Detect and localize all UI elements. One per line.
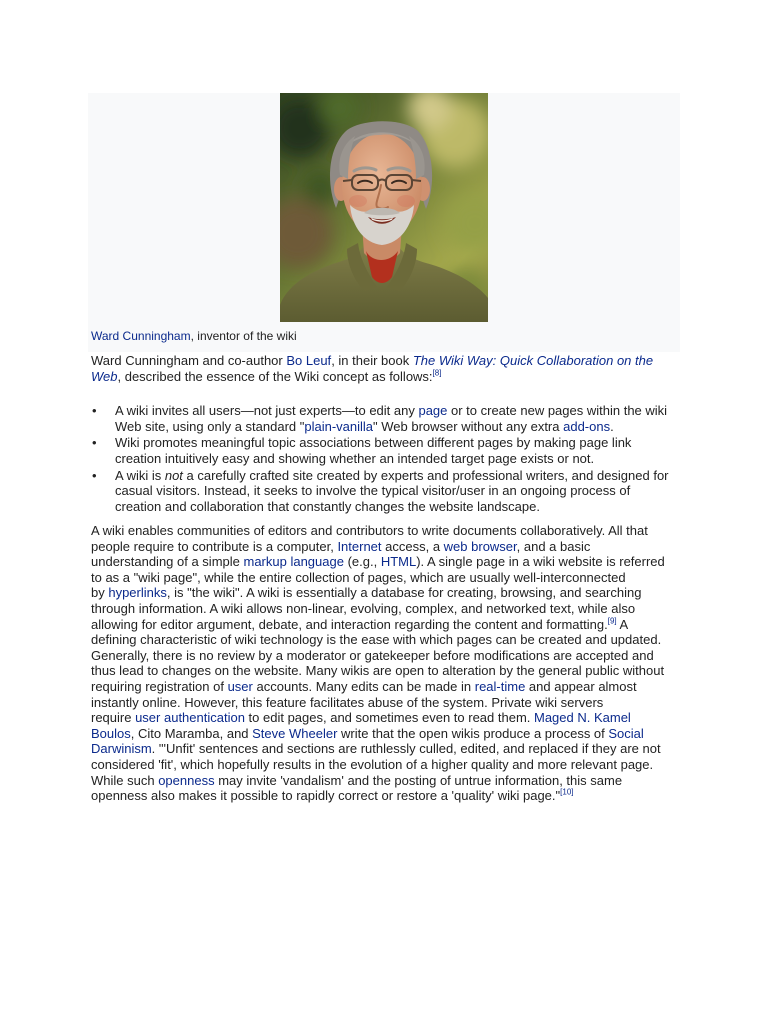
text-line (91, 695, 665, 711)
text-line (91, 329, 297, 343)
text-line (91, 632, 665, 648)
inline-link[interactable]: Internet (337, 538, 382, 554)
inline-link[interactable]: Darwinism (91, 741, 152, 757)
body-paragraph (91, 523, 665, 804)
text-line (91, 679, 665, 695)
text-line (91, 617, 665, 633)
bullet-item (91, 403, 669, 434)
citation-ref[interactable]: [8] (432, 368, 442, 378)
inline-link[interactable]: Bo Leuf (286, 353, 332, 368)
portrait-image (280, 93, 488, 322)
text-line (91, 726, 665, 742)
inline-link[interactable]: markup language (243, 554, 344, 570)
inline-link[interactable]: user (227, 678, 253, 694)
bullet-item (91, 468, 669, 515)
inline-link[interactable]: openness (158, 772, 215, 788)
emphasis-text: not (164, 467, 183, 483)
text-run: Wiki promotes meaningful topic associations between different pages by making page link (115, 435, 632, 451)
inline-link[interactable]: add-ons (563, 418, 611, 434)
text-run: defining characteristic of wiki technology is the ease with which pages can be created and updated. (91, 632, 662, 648)
figure-box (88, 93, 680, 352)
text-run: considered 'fit', which hopefully results in the evolution of a higher quality and more relevant page. (91, 756, 654, 772)
text-run: , inventor of the wiki (190, 329, 297, 343)
text-run: , is "the wiki". A wiki is essentially a database for creating, browsing, and searching (166, 585, 642, 601)
portrait-photo[interactable] (280, 93, 488, 322)
inline-link[interactable]: web browser (443, 538, 517, 554)
text-line (91, 539, 665, 555)
text-run: and appear almost (525, 678, 637, 694)
text-line (115, 451, 669, 467)
book-title-link[interactable]: Web (91, 368, 118, 384)
text-line (91, 663, 665, 679)
inline-link[interactable]: plain-vanilla (304, 418, 374, 434)
citation-ref[interactable]: [10] (560, 787, 574, 797)
text-run: Generally, there is no review by a moderator or gatekeeper before modifications are accepted and (91, 647, 654, 663)
text-line (91, 710, 665, 726)
text-run: While such (91, 772, 159, 788)
citation-ref[interactable]: [9] (607, 616, 617, 626)
text-run: through information. A wiki allows non-linear, evolving, complex, and networked text, while also (91, 600, 636, 616)
text-line (91, 353, 653, 369)
text-run: access, a (381, 538, 444, 554)
text-line (91, 570, 665, 586)
text-line (91, 554, 665, 570)
inline-link[interactable]: Steve Wheeler (252, 725, 338, 741)
inline-link[interactable]: Ward Cunningham (91, 329, 191, 343)
text-run: . "'Unfit' sentences and sections are ruthlessly culled, edited, and replaced if they are not (151, 741, 661, 757)
bullet-item (91, 435, 669, 466)
text-run: creation intuitively easy and showing whether an intended target page exists or not. (115, 450, 595, 466)
text-run: Ward Cunningham and co-author (91, 353, 287, 368)
text-line (115, 403, 669, 419)
text-run: openness also makes it possible to rapidly correct or restore a 'quality' wiki page." (91, 788, 561, 804)
text-line (91, 788, 665, 804)
text-line (91, 648, 665, 664)
book-title-link[interactable]: The Wiki Way: Quick Collaboration on the (412, 353, 654, 368)
quote-bullet-list (91, 403, 669, 516)
inline-link[interactable]: HTML (380, 554, 417, 570)
text-line (115, 499, 669, 515)
text-run: ). A single page in a wiki website is referred (416, 554, 665, 570)
text-run: require (91, 710, 136, 726)
text-run: write that the open wikis produce a process of (337, 725, 609, 741)
text-line (115, 419, 669, 435)
inline-link[interactable]: hyperlinks (108, 585, 167, 601)
text-line (91, 741, 665, 757)
inline-link[interactable]: page (418, 403, 448, 418)
text-line (115, 468, 669, 484)
text-run: people require to contribute is a computer, (91, 538, 338, 554)
text-run: A wiki is (115, 467, 165, 483)
text-line (91, 773, 665, 789)
text-run: , Cito Maramba, and (130, 725, 253, 741)
text-run: casual visitors. Instead, it seeks to involve the typical visitor/user in an ongoing process of (115, 483, 631, 499)
text-run: a carefully crafted site created by experts and professional writers, and designed for (182, 467, 669, 483)
text-run: , and a basic (516, 538, 591, 554)
text-line (91, 369, 653, 385)
text-run: thus lead to changes on the website. Many wikis are open to alteration by the general public without (91, 663, 665, 679)
text-run: A wiki enables communities of editors and contributors to write documents collaboratively. All that (91, 523, 648, 538)
text-run: creation and collaboration that constantly changes the website landscape. (115, 498, 540, 514)
inline-link[interactable]: Social (608, 725, 644, 741)
inline-link[interactable]: Boulos (91, 725, 131, 741)
inline-link[interactable]: Maged N. Kamel (534, 710, 631, 726)
left-cheek (349, 195, 367, 207)
text-run: Web site, using only a standard " (115, 418, 305, 434)
text-run: instantly online. However, this feature facilitates abuse of the system. Private wiki servers (91, 694, 604, 710)
text-run: may invite 'vandalism' and the posting of untrue information, this same (214, 772, 623, 788)
text-run: requiring registration of (91, 678, 228, 694)
text-run: (e.g., (343, 554, 381, 570)
text-run: accounts. Many edits can be made in (252, 678, 475, 694)
text-run: A wiki invites all users—not just experts—to edit any (115, 403, 419, 418)
text-run: " Web browser without any extra (373, 418, 564, 434)
inline-link[interactable]: user authentication (135, 710, 245, 726)
text-run: A (616, 616, 629, 632)
text-line (115, 435, 669, 451)
right-cheek (397, 195, 415, 207)
text-run: to as a "wiki page", while the entire collection of pages, which are usually well-interconnected (91, 569, 626, 585)
figure-caption (91, 329, 297, 343)
text-run: by (91, 585, 109, 601)
text-run: allowing for editor argument, debate, and interaction regarding the content and formatting. (91, 616, 608, 632)
text-run: to edit pages, and sometimes even to read them. (244, 710, 534, 726)
text-run: understanding of a simple (91, 554, 244, 570)
text-run: . (610, 418, 614, 434)
text-line (91, 601, 665, 617)
text-line (91, 523, 665, 539)
text-run: or to create new pages within the wiki (447, 403, 668, 418)
text-line (91, 757, 665, 773)
text-run: , in their book (331, 353, 413, 368)
inline-link[interactable]: real-time (474, 678, 526, 694)
intro-paragraph (91, 353, 653, 384)
text-line (115, 483, 669, 499)
text-line (91, 585, 665, 601)
text-run: , described the essence of the Wiki concept as follows: (117, 368, 433, 384)
